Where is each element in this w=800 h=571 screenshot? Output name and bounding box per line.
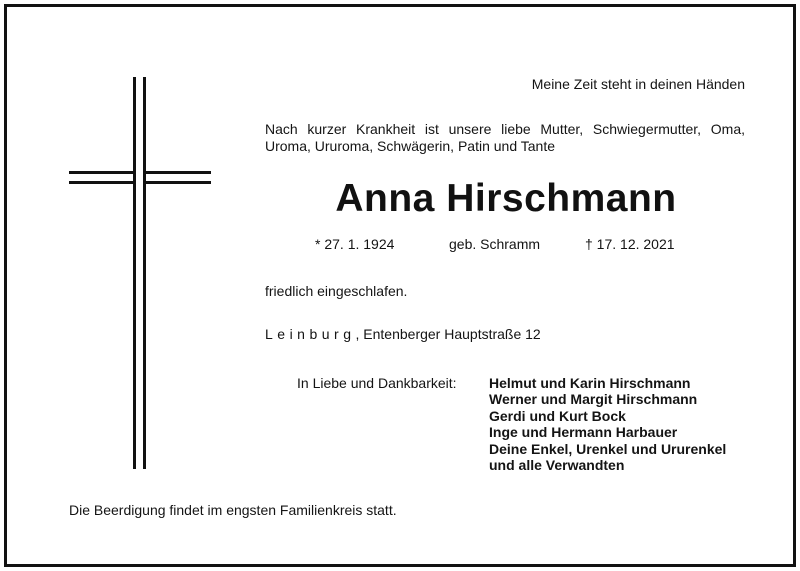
address-city: Leinburg [265,326,356,342]
birth-date: * 27. 1. 1924 [315,236,395,252]
mourners-list [489,375,726,473]
mourner: Werner und Margit Hirschmann [489,391,698,408]
obituary-frame [4,4,796,567]
intro-text: Nach kurzer Krankheit ist unsere liebe Mutter, Schwiegermutter, Oma, Uroma, Ururoma, Schwägerin, Patin und Tante [265,121,745,154]
passing-note: friedlich eingeschlafen. [265,283,408,299]
address-street: , Entenberger Hauptstraße 12 [355,326,541,342]
mourner: Gerdi und Kurt Bock [489,407,626,424]
mourner: Inge und Hermann Harbauer [489,424,678,441]
thanks-label: In Liebe und Dankbarkeit: [297,375,457,391]
motto: Meine Zeit steht in deinen Händen [531,76,745,92]
maiden-name: geb. Schramm [449,236,541,252]
death-date: † 17. 12. 2021 [585,236,675,252]
deceased-name: Anna Hirschmann [335,177,677,220]
mourner: Helmut und Karin Hirschmann [489,375,691,391]
mourner: Deine Enkel, Urenkel und Ururenkel [489,440,727,457]
cross-icon [69,77,211,469]
address [265,326,541,342]
funeral-note: Die Beerdigung findet im engsten Familienkreis statt. [69,502,397,518]
mourner: und alle Verwandten [489,457,625,474]
